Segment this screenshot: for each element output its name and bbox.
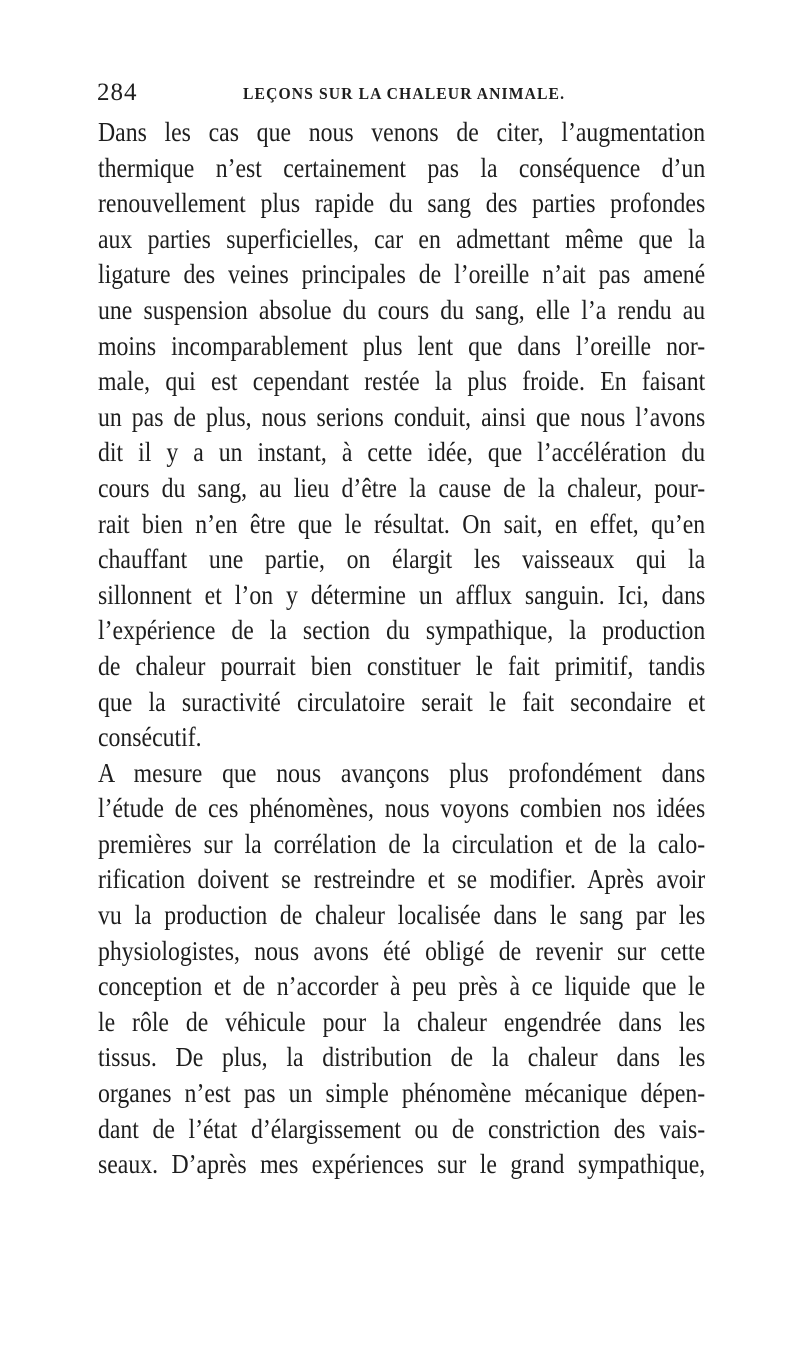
text-line: seaux. D’après mes expériences sur le grand sympathique, [98,1149,706,1180]
text-line: renouvellement plus rapide du sang des parties profondes [98,188,706,219]
text-line: sillonnent et l’on y détermine un afflux sanguin. Ici, dans [98,579,706,610]
text-line: dant de l’état d’élargissement ou de constriction des vais- [98,1113,706,1144]
running-head [97,78,737,108]
text-line: vu la production de chaleur localisée dans le sang par les [98,900,706,931]
text-line: l’étude de ces phénomènes, nous voyons combien nos idées [98,793,706,824]
text-line: consécutif. [98,722,202,753]
text-line: rait bien n’en être que le résultat. On sait, en effet, qu’en [98,508,706,539]
text-line: male, qui est cependant restée la plus froide. En faisant [98,366,706,397]
body-text [98,115,706,1183]
text-line: de chaleur pourrait bien constituer le fait primitif, tandis [98,650,706,681]
text-line: Dans les cas que nous venons de citer, l’augmentation [98,117,706,147]
text-line: thermique n’est certainement pas la conséquence d’un [98,152,706,183]
text-line: cours du sang, au lieu d’être la cause de la chaleur, pour- [98,472,706,503]
text-line: dit il y a un instant, à cette idée, que l’accélération du [98,437,706,468]
text-line: tissus. De plus, la distribution de la chaleur dans les [98,1042,706,1073]
text-line: moins incomparablement plus lent que dans l’oreille nor- [98,330,706,361]
text-line: conception et de n’accorder à peu près à ce liquide que le [98,971,706,1002]
text-line: le rôle de véhicule pour la chaleur engendrée dans les [98,1006,706,1037]
running-title: LEÇONS SUR LA CHALEUR ANIMALE. [243,84,566,103]
text-line: une suspension absolue du cours du sang, elle l’a rendu au [98,294,706,325]
text-line: premières sur la corrélation de la circulation et de la calo- [98,828,706,859]
text-line: aux parties superficielles, car en admettant même que la [98,223,706,254]
text-line: A mesure que nous avançons plus profondément dans [98,757,706,788]
text-line: l’expérience de la section du sympathique, la production [98,615,706,646]
text-line: chauffant une partie, on élargit les vaisseaux qui la [98,544,706,575]
text-line: organes n’est pas un simple phénomène mécanique dépen- [98,1078,706,1109]
text-line: rification doivent se restreindre et se modifier. Après avoir [98,864,706,895]
text-line: que la suractivité circulatoire serait le fait secondaire et [98,686,706,717]
page-number: 284 [97,79,138,106]
text-line: ligature des veines principales de l’oreille n’ait pas amené [98,259,706,290]
text-line: un pas de plus, nous serions conduit, ainsi que nous l’avons [98,401,706,432]
text-line: physiologistes, nous avons été obligé de revenir sur cette [98,935,706,966]
